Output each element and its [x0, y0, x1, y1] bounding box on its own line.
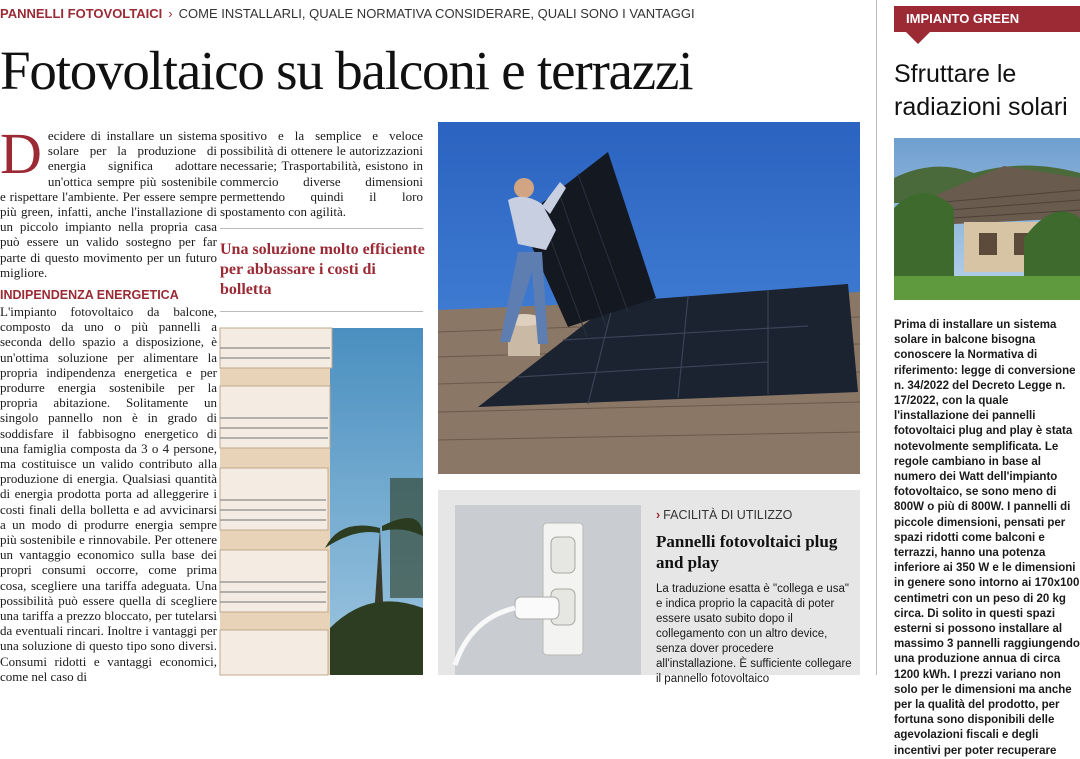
article-body — [0, 304, 217, 684]
chevron-right-icon: › — [656, 508, 661, 522]
box-text: La traduzione esatta è "collega e usa" e indica proprio la capacità di poter essere usato subito dopo il collegamento con un altro device, senza dover procedere all'installazione. È sufficiente collegare il pannello fotovoltaico — [656, 583, 852, 685]
article-intro — [0, 121, 217, 280]
tag-notch — [906, 32, 930, 44]
box-kicker-label: FACILITÀ DI UTILIZZO — [663, 508, 793, 522]
building-photo — [220, 328, 423, 675]
divider — [220, 228, 423, 229]
dropcap: D — [0, 121, 42, 186]
box-title: Pannelli fotovoltaici plug and play — [656, 532, 838, 572]
pullquote: Una soluzione molto efficiente per abbassare i costi di bolletta — [220, 241, 425, 298]
article-col2: spositivo e la semplice e veloce possibilità di ottenere le autorizzazioni necessarie; Trasportabilità, esistono in commercio diverse dimensioni permettendo quindi il loro spostamento con agilità. — [220, 128, 423, 220]
section-kicker — [0, 6, 860, 26]
sidebar-title: Sfruttare le radiazioni solari — [894, 60, 1068, 121]
sidebar-tag: IMPIANTO GREEN — [894, 6, 1080, 32]
rooftop-solar-photo — [438, 122, 860, 474]
column-divider — [876, 0, 877, 675]
body-text: L'impianto fotovoltaico da balcone, composto da uno o più pannelli a seconda dello spazio a disposizione, è un'ottima soluzione per alimentare la propria indipendenza energetica e per produrre energia sostenibile per la propria abitazione. Solitamente un singolo pannello non è in grado di soddisfare il fabbisogno energetico di una famiglia composta da 3 o 4 persone, ma costituisce un valido contributo alla produzione di energia. Qualsiasi quantità di energia prodotta porta ad alleggerire i costi finali della bolletta e ad avvicinarsi a un modo di produrre energia sempre più sostenibile e rinnovabile. Per ottenere un vantaggio economico sulla base dei propri consumi occorre, come prima cosa, scegliere una tariffa adeguata. Una possibilità può essere quella di scegliere una tariffa a prezzo bloccato, per tutelarsi da eventuali rincari. Inoltre i vantaggi per una soluzione di questo tipo sono diversi. Consumi ridotti e vantaggi economici, come nel caso di — [0, 304, 217, 684]
divider — [220, 311, 423, 312]
sidebar-text: Prima di installare un sistema solare in balcone bisogna conoscere la Normativa di riferimento: legge di conversione n. 34/2022 del Decreto Legge n. 17/2022, con la quale l'installazione dei pannelli fotovoltaici plug and play è stata notevolmente semplificata. Le regole cambiano in base al numero dei Watt dell'impianto fotovoltaico, se sono meno di 800W o più di 800W. I pannelli di piccole dimensioni, pensati per spazi ridotti come balconi e terrazzi, hanno una potenza inferiore ai 350 W e le dimensioni in genere sono intorno ai 170x100 centimetri con un peso di 20 kg circa. Di solito in questi spazi esterni si possono installare al massimo 3 pannelli raggiungendo una produzione annua di circa 1200 kWh. I prezzi variano non solo per le dimensioni ma anche per la qualità del prodotto, per fortuna sono disponibili delle agevolazioni fiscali e degli incentivi per poter recuperare — [894, 319, 1080, 757]
kicker-topics: COME INSTALLARLI, QUALE NORMATIVA CONSIDERARE, QUALI SONO I VANTAGGI — [178, 6, 695, 21]
intro-text: ecidere di installare un sistema solare per la produzione di energia significa adottare un'ottica sempre più sostenibile e rispettare l'ambiente. Per essere sempre più green, infatti, anche l'installazione di un piccolo impianto nella propria casa può essere un valido sostegno per far parte di questo movimento per un futuro migliore. — [0, 128, 217, 280]
headline: Fotovoltaico su balconi e terrazzi — [0, 40, 693, 101]
outlet-photo — [455, 505, 641, 675]
chevron-right-icon: › — [168, 6, 173, 21]
box-kicker — [656, 508, 792, 522]
section-label: PANNELLI FOTOVOLTAICI — [0, 6, 163, 21]
subheading: INDIPENDENZA ENERGETICA — [0, 288, 179, 302]
house-photo — [894, 138, 1080, 300]
